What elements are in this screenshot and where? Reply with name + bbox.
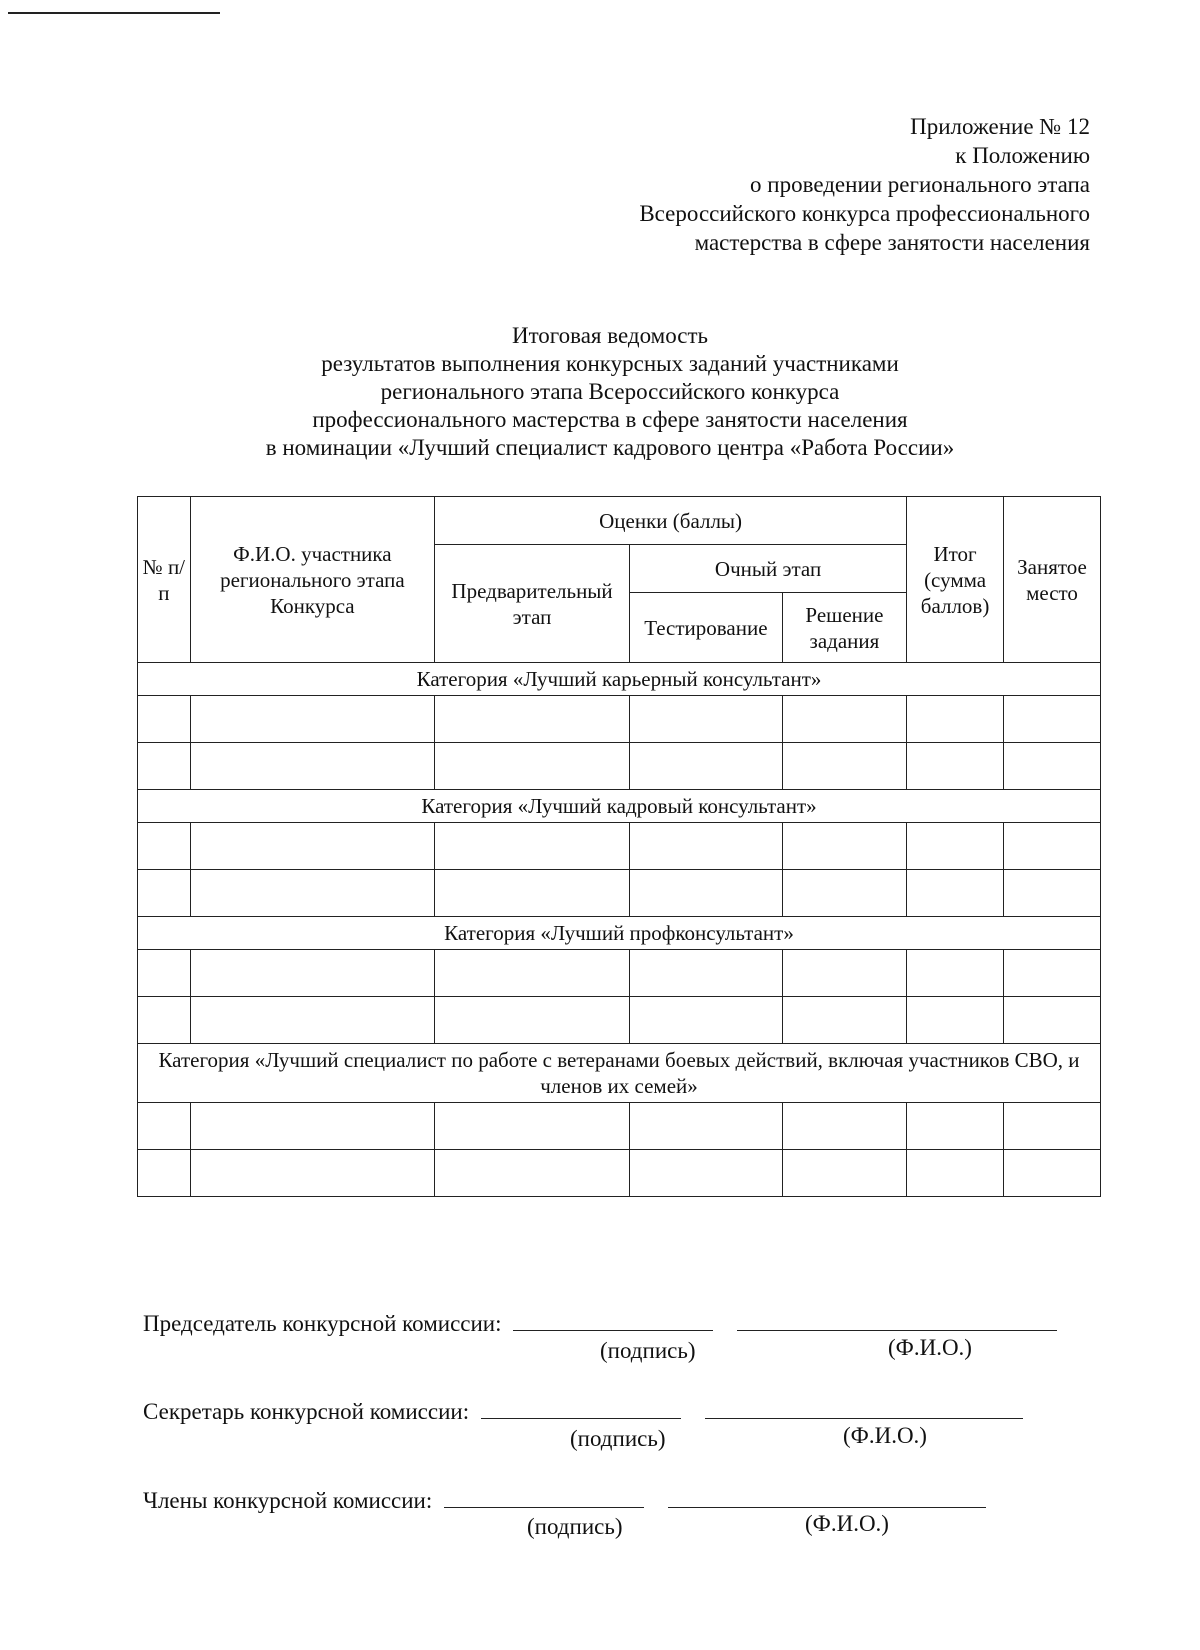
cell[interactable] [630,743,783,790]
name-caption: (Ф.И.О.) [843,1423,927,1448]
cell[interactable] [1004,1103,1101,1150]
document-title [160,322,1060,462]
cell[interactable] [630,696,783,743]
name-line[interactable] [668,1487,986,1508]
cell[interactable] [435,870,630,917]
cell[interactable] [907,950,1004,997]
cell[interactable] [907,997,1004,1044]
appendix-line: Всероссийского конкурса профессионального [639,201,1090,226]
name-line[interactable] [705,1398,1023,1419]
table-row[interactable] [138,1150,1101,1197]
name-caption: (Ф.И.О.) [888,1335,972,1360]
cell[interactable] [435,997,630,1044]
results-table [137,496,1101,1197]
cell[interactable] [630,870,783,917]
cell[interactable] [138,997,191,1044]
cell[interactable] [1004,1150,1101,1197]
cell[interactable] [435,950,630,997]
appendix-line: Приложение № 12 [910,114,1090,139]
cell[interactable] [435,743,630,790]
cell[interactable] [435,696,630,743]
name-line[interactable] [737,1310,1057,1331]
cell[interactable] [190,1150,434,1197]
cell[interactable] [907,870,1004,917]
cell[interactable] [190,823,434,870]
category-row: Категория «Лучший специалист по работе с ветеранами боевых действий, включая участников СВО, и членов их семей» [138,1044,1101,1103]
signature-caption: (подпись) [527,1514,623,1539]
cell[interactable] [907,743,1004,790]
table-row[interactable] [138,823,1101,870]
header-preliminary-stage: Предварительный этап [435,545,630,663]
chairman-signature [143,1310,1057,1338]
table-row[interactable] [138,997,1101,1044]
signature-line[interactable] [481,1398,681,1419]
appendix-header [570,112,1090,257]
cell[interactable] [190,743,434,790]
cell[interactable] [435,823,630,870]
cell[interactable] [138,696,191,743]
table-row[interactable] [138,743,1101,790]
appendix-line: мастерства в сфере занятости населения [694,230,1090,255]
top-rule-line [8,12,220,14]
cell[interactable] [1004,870,1101,917]
title-line: Итоговая ведомость [511,323,709,348]
cell[interactable] [138,743,191,790]
header-num: № п/п [138,497,191,663]
title-line: результатов выполнения конкурсных заданий участниками [321,351,899,376]
cell[interactable] [1004,743,1101,790]
cell[interactable] [138,1150,191,1197]
cell[interactable] [435,1103,630,1150]
category-row: Категория «Лучший карьерный консультант» [138,663,1101,696]
cell[interactable] [630,950,783,997]
cell[interactable] [782,997,906,1044]
cell[interactable] [435,1150,630,1197]
cell[interactable] [138,823,191,870]
appendix-line: о проведении регионального этапа [750,172,1090,197]
signature-label: Члены конкурсной комиссии: [143,1488,433,1513]
signature-label: Секретарь конкурсной комиссии: [143,1399,470,1424]
cell[interactable] [782,1150,906,1197]
cell[interactable] [138,950,191,997]
cell[interactable] [1004,997,1101,1044]
table-row[interactable] [138,950,1101,997]
cell[interactable] [630,1150,783,1197]
title-line: в номинации «Лучший специалист кадрового центра «Работа России» [265,435,955,460]
table-row[interactable] [138,696,1101,743]
secretary-signature [143,1398,1023,1426]
cell[interactable] [782,696,906,743]
header-scores: Оценки (баллы) [435,497,907,545]
cell[interactable] [190,997,434,1044]
cell[interactable] [1004,696,1101,743]
cell[interactable] [190,1103,434,1150]
appendix-line: к Положению [955,143,1090,168]
signature-caption: (подпись) [570,1426,666,1451]
table-row[interactable] [138,870,1101,917]
cell[interactable] [630,997,783,1044]
header-task-solution: Решение задания [782,593,906,663]
cell[interactable] [190,696,434,743]
header-in-person-stage: Очный этап [630,545,907,593]
signature-label: Председатель конкурсной комиссии: [143,1311,502,1336]
cell[interactable] [907,1150,1004,1197]
cell[interactable] [782,870,906,917]
signature-line[interactable] [513,1310,713,1331]
cell[interactable] [190,870,434,917]
cell[interactable] [782,823,906,870]
cell[interactable] [190,950,434,997]
cell[interactable] [630,1103,783,1150]
cell[interactable] [630,823,783,870]
cell[interactable] [907,1103,1004,1150]
header-testing: Тестирование [630,593,783,663]
name-caption: (Ф.И.О.) [805,1511,889,1536]
title-line: профессионального мастерства в сфере занятости населения [312,407,908,432]
signature-line[interactable] [444,1487,644,1508]
category-row: Категория «Лучший профконсультант» [138,917,1101,950]
category-row: Категория «Лучший кадровый консультант» [138,790,1101,823]
cell[interactable] [907,696,1004,743]
signature-caption: (подпись) [600,1338,696,1363]
table-row[interactable] [138,1103,1101,1150]
cell[interactable] [1004,950,1101,997]
cell[interactable] [782,950,906,997]
cell[interactable] [1004,823,1101,870]
title-line: регионального этапа Всероссийского конкурса [380,379,840,404]
header-place: Занятое место [1004,497,1101,663]
header-participant-name: Ф.И.О. участника регионального этапа Конкурса [190,497,434,663]
cell[interactable] [907,823,1004,870]
cell[interactable] [782,1103,906,1150]
cell[interactable] [782,743,906,790]
header-total: Итог (сумма баллов) [907,497,1004,663]
cell[interactable] [138,1103,191,1150]
cell[interactable] [138,870,191,917]
